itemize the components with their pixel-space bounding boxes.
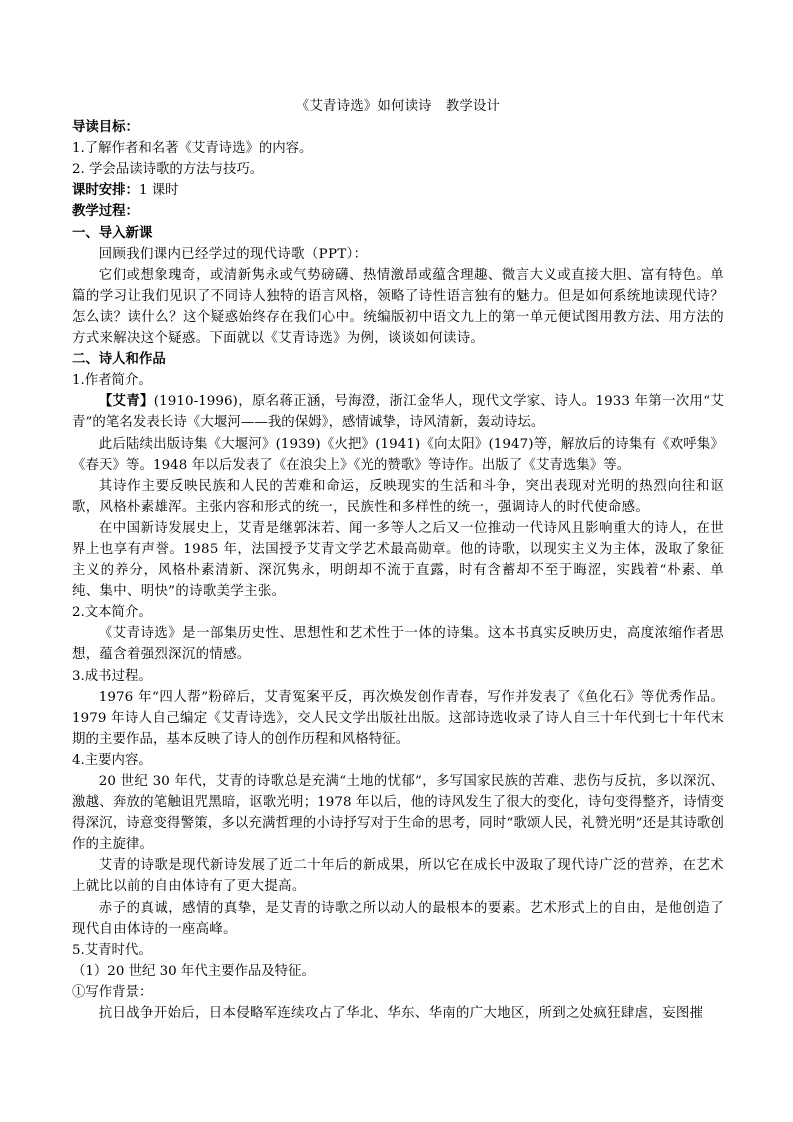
schedule-label: 课时安排： [72, 182, 139, 199]
process-heading: 教学过程： [72, 203, 139, 220]
sub5-subitem: ①写作背景： [72, 984, 153, 1000]
author-label: 【艾青】 [98, 393, 154, 410]
paragraph: 《艾青诗选》是一部集历史性、思想性和艺术性于一体的诗集。这本书真实反映历史，高度浓缩作者思想，蕴含着强烈深沉的情感。 [72, 626, 724, 663]
sub1-heading: 1.作者简介。 [72, 373, 152, 389]
schedule-value: 1 课时 [138, 183, 179, 199]
document-title [72, 96, 724, 117]
sub4-heading: 4.主要内容。 [72, 752, 152, 768]
paragraph: 艾青的诗歌是现代新诗发展了近二十年后的新成果，所以它在成长中汲取了现代诗广泛的营养，在艺术上就比以前的自由体诗有了更大提高。 [72, 858, 724, 895]
paragraph: 20 世纪 30 年代，艾青的诗歌总是充满“土地的忧郁”，多写国家民族的苦难、悲伤与反抗，多以深沉、激越、奔放的笔触诅咒黑暗，讴歌光明；1978 年以后，他的诗风发生了很大的变化，诗句变得整齐，诗情变得深沉，诗意变得警策，多以充满哲理的小诗抒写对于生命的思考，同时“歌颂人民，礼赞光明”还是其诗歌创作的主旋律。 [72, 774, 724, 853]
paragraph: 此后陆续出版诗集《大堰河》(1939)《火把》(1941)《向太阳》(1947)等，解放后的诗集有《欢呼集》《春天》等。1948 年以后发表了《在浪尖上》《光的赞歌》等诗作。出版了《艾青选集》等。 [72, 436, 724, 473]
paragraph [72, 391, 724, 433]
title-main: 《艾青诗选》如何读诗 [295, 99, 432, 114]
paragraph: 1976 年“四人帮”粉碎后，艾青冤案平反，再次焕发创作青春，写作并发表了《鱼化石》等优秀作品。1979 年诗人自己编定《艾青诗选》，交人民文学出版社出版。这部诗选收录了诗人自三十年代到七十年代末期的主要作品，基本反映了诗人的创作历程和风格特征。 [72, 689, 724, 747]
sub5-item: （1）20 世纪 30 年代主要作品及特征。 [72, 963, 315, 979]
author-intro: (1910-1996)，原名蒋正涵，号海澄，浙江金华人，现代文学家、诗人。1933 年第一次用“艾青”的笔名发表长诗《大堰河——我的保姆》，感情诚挚，诗风清新，轰动诗坛。 [72, 394, 724, 431]
paragraph: 它们或想象瑰奇，或清新隽永或气势磅礴、热情激昂或蕴含理趣、微言大义或直接大胆、富有特色。单篇的学习让我们见识了不同诗人独特的语言风格，领略了诗性语言独有的魅力。但是如何系统地读现代诗？怎么读？读什么？这个疑惑始终存在我们心中。统编版初中语文九上的第一单元便试图用教方法、用方法的方式来解决这个疑惑。下面就以《艾青诗选》为例，谈谈如何读诗。 [72, 267, 724, 347]
sub3-heading: 3.成书过程。 [72, 668, 152, 684]
paragraph: 抗日战争开始后，日本侵略军连续攻占了华北、华东、华南的广大地区，所到之处疯狂肆虐，妄图摧 [98, 1006, 704, 1022]
sub5-heading: 5.艾青时代。 [72, 942, 152, 958]
title-sub: 教学设计 [445, 99, 501, 114]
schedule-line [72, 180, 724, 201]
document-page [72, 96, 724, 1024]
goals-heading: 导读目标： [72, 119, 139, 136]
sub2-heading: 2.文本简介。 [72, 605, 152, 621]
goal-item: 1.了解作者和名著《艾青诗选》的内容。 [72, 141, 313, 157]
section2-heading: 二、诗人和作品 [72, 351, 166, 368]
paragraph: 在中国新诗发展史上，艾青是继郭沫若、闻一多等人之后又一位推动一代诗风且影响重大的诗人，在世界上也享有声誉。1985 年，法国授予艾青文学艺术最高勋章。他的诗歌，以现实主义为主体，汲取了象征主义的养分，风格朴素清新、深沉隽永，明朗却不流于直露，时有含蓄却不至于晦涩，实践着“朴素、单纯、集中、明快”的诗歌美学主张。 [72, 520, 724, 600]
paragraph: 赤子的真诚，感情的真挚，是艾青的诗歌之所以动人的最根本的要素。艺术形式上的自由，是他创造了现代自由体诗的一座高峰。 [72, 900, 724, 937]
goal-item: 2. 学会品读诗歌的方法与技巧。 [72, 162, 264, 178]
section1-heading: 一、导入新课 [72, 224, 153, 241]
paragraph: 其诗作主要反映民族和人民的苦难和命运，反映现实的生活和斗争，突出表现对光明的热烈向往和讴歌，风格朴素雄浑。主张内容和形式的统一，民族性和多样性的统一，强调诗人的时代使命感。 [72, 478, 724, 515]
paragraph: 回顾我们课内已经学过的现代诗歌（PPT）： [98, 246, 368, 262]
